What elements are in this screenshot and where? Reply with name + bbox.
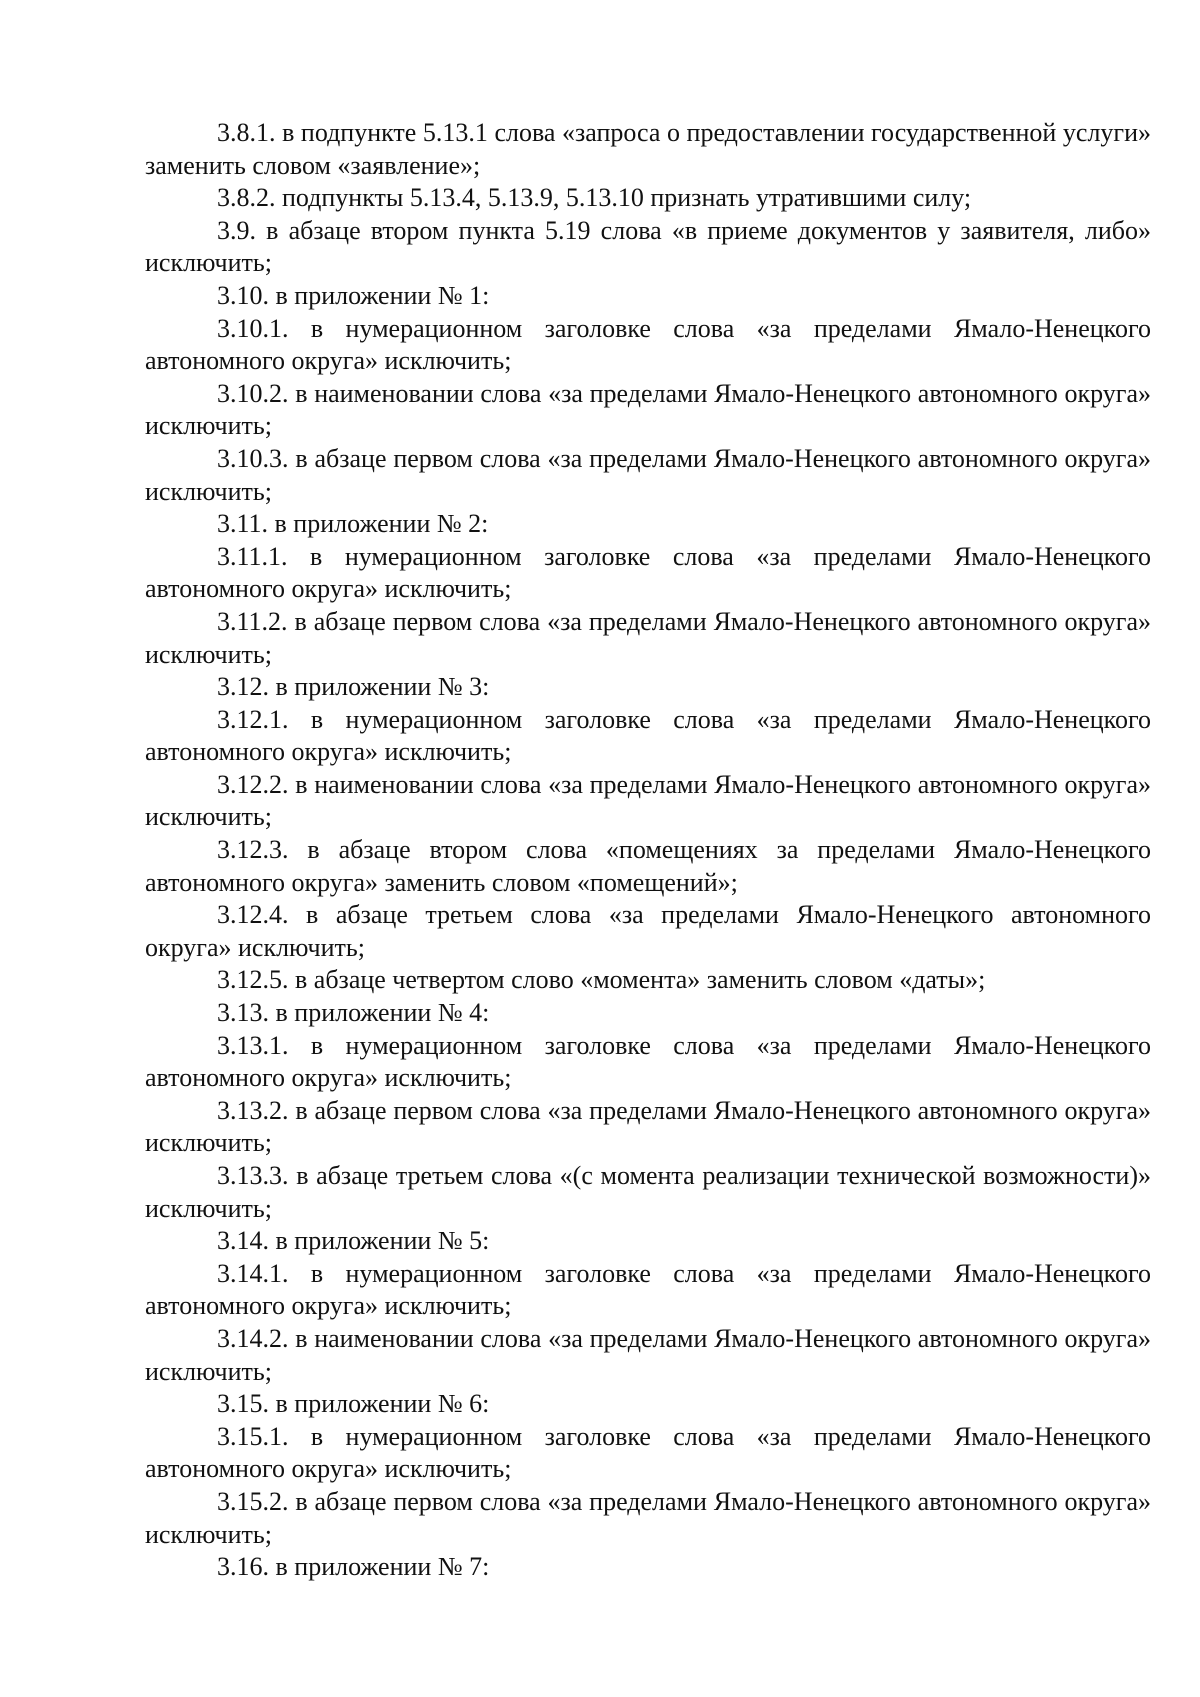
paragraph-3-8-2: 3.8.2. подпункты 5.13.4, 5.13.9, 5.13.10 признать утратившими силу;: [217, 183, 972, 213]
paragraph-3-15-2: 3.15.2. в абзаце первом слова «за пределами Ямало-Ненецкого автономного округа» исключить;: [145, 1486, 1151, 1549]
paragraph-3-9: 3.9. в абзаце втором пункта 5.19 слова «в приеме документов у заявителя, либо» исключить;: [145, 215, 1151, 278]
paragraph-3-10-2: 3.10.2. в наименовании слова «за пределами Ямало-Ненецкого автономного округа» исключить;: [145, 378, 1151, 441]
paragraph-3-12-5: 3.12.5. в абзаце четвертом слово «момента» заменить словом «даты»;: [217, 965, 986, 995]
paragraph-3-10: 3.10. в приложении № 1:: [217, 280, 490, 310]
paragraph-3-11-2: 3.11.2. в абзаце первом слова «за пределами Ямало-Ненецкого автономного округа» исключить;: [145, 606, 1151, 669]
paragraph-3-10-1: 3.10.1. в нумерационном заголовке слова «за пределами Ямало-Ненецкого автономного округа» исключить;: [145, 313, 1151, 376]
paragraph-3-10-3: 3.10.3. в абзаце первом слова «за пределами Ямало-Ненецкого автономного округа» исключить;: [145, 443, 1151, 506]
paragraph-3-12-4: 3.12.4. в абзаце третьем слова «за пределами Ямало-Ненецкого автономного округа» исключить;: [145, 900, 1151, 962]
paragraph-3-13-3: 3.13.3. в абзаце третьем слова «(с момента реализации технической возможности)» исключить;: [145, 1161, 1151, 1223]
paragraph-3-12-1: 3.12.1. в нумерационном заголовке слова «за пределами Ямало-Ненецкого автономного округа» исключить;: [145, 704, 1151, 767]
paragraph-3-11: 3.11. в приложении № 2:: [217, 509, 489, 539]
paragraph-3-14: 3.14. в приложении № 5:: [217, 1226, 490, 1256]
paragraph-3-12-3: 3.12.3. в абзаце втором слова «помещениях за пределами Ямало-Ненецкого автономного округа» заменить словом «помещений»;: [145, 835, 1151, 897]
paragraph-3-15: 3.15. в приложении № 6:: [217, 1389, 490, 1419]
paragraph-3-12-2: 3.12.2. в наименовании слова «за пределами Ямало-Ненецкого автономного округа» исключить;: [145, 769, 1151, 832]
paragraph-3-8-1: 3.8.1. в подпункте 5.13.1 слова «запроса о предоставлении государственной услуги» заменить словом «заявление»;: [145, 118, 1151, 180]
paragraph-3-13-2: 3.13.2. в абзаце первом слова «за пределами Ямало-Ненецкого автономного округа» исключить;: [145, 1095, 1151, 1158]
paragraph-3-12: 3.12. в приложении № 3:: [217, 672, 490, 702]
paragraph-3-11-1: 3.11.1. в нумерационном заголовке слова «за пределами Ямало-Ненецкого автономного округа» исключить;: [145, 541, 1151, 604]
document-body: [145, 117, 1151, 1584]
paragraph-3-13-1: 3.13.1. в нумерационном заголовке слова «за пределами Ямало-Ненецкого автономного округа» исключить;: [145, 1030, 1151, 1093]
paragraph-3-13: 3.13. в приложении № 4:: [217, 998, 490, 1028]
paragraph-3-16: 3.16. в приложении № 7:: [217, 1552, 490, 1582]
paragraph-3-14-1: 3.14.1. в нумерационном заголовке слова «за пределами Ямало-Ненецкого автономного округа» исключить;: [145, 1258, 1151, 1321]
paragraph-3-14-2: 3.14.2. в наименовании слова «за пределами Ямало-Ненецкого автономного округа» исключить;: [145, 1323, 1151, 1386]
paragraph-3-15-1: 3.15.1. в нумерационном заголовке слова «за пределами Ямало-Ненецкого автономного округа» исключить;: [145, 1421, 1151, 1484]
